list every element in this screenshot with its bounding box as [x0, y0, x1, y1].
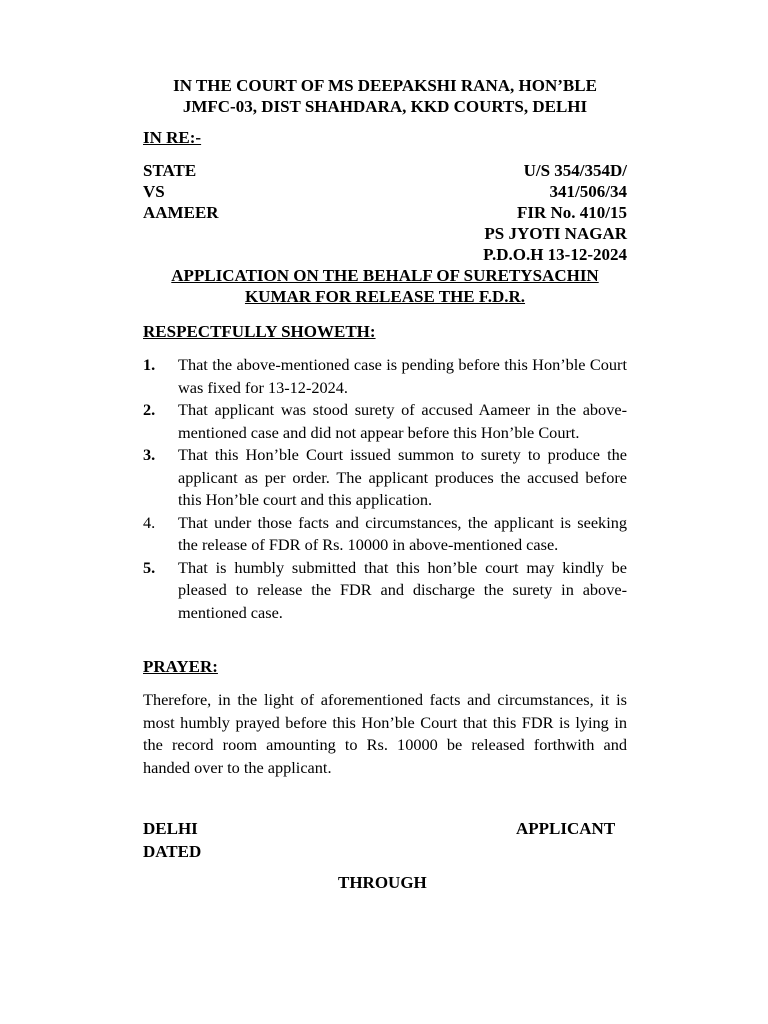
- signature-applicant: APPLICANT: [516, 819, 616, 838]
- parties-block: [143, 160, 219, 223]
- case-sections-line2: 341/506/34: [549, 182, 627, 201]
- point-text: That applicant was stood surety of accused Aameer in the above-mentioned case and did not appear before this Hon’ble Court.: [178, 400, 627, 442]
- point-number: 2.: [143, 400, 156, 419]
- party-accused: AAMEER: [143, 203, 219, 222]
- case-police-station: PS JYOTI NAGAR: [484, 224, 627, 243]
- point-text: That is humbly submitted that this hon’ble court may kindly be pleased to release the FDR and discharge the surety in above-mentioned case.: [178, 557, 627, 622]
- prayer-heading: PRAYER:: [143, 657, 218, 676]
- case-sections-line1: U/S 354/354D/: [523, 161, 627, 180]
- court-heading: [143, 75, 627, 117]
- party-versus: VS: [143, 182, 165, 201]
- prayer-text: Therefore, in the light of aforementioned facts and circumstances, it is most humbly prayed before this Hon’ble Court that this FDR is lying in the record room amounting to Rs. 10000 be released forthwith and handed over to the applicant.: [143, 690, 627, 777]
- respectfully-showeth-heading: RESPECTFULLY SHOWETH:: [143, 322, 376, 341]
- point-text: That this Hon’ble Court issued summon to surety to produce the applicant as per order. The applicant produces the accused before this Hon’ble court and this application.: [178, 445, 627, 509]
- list-item: [143, 354, 627, 399]
- point-text: That the above-mentioned case is pending before this Hon’ble Court was fixed for 13-12-2024.: [178, 355, 627, 397]
- case-details-block: [483, 160, 627, 265]
- court-heading-line1: IN THE COURT OF MS DEEPAKSHI RANA, HON’BLE: [173, 76, 597, 95]
- point-number: 4.: [143, 512, 156, 532]
- signature-through: THROUGH: [338, 873, 427, 892]
- case-fir-number: FIR No. 410/15: [516, 203, 627, 222]
- point-number: 1.: [143, 355, 156, 374]
- application-subject: [143, 265, 627, 307]
- point-number: 5.: [143, 557, 156, 577]
- list-item: [143, 444, 627, 512]
- application-subject-line2: KUMAR FOR RELEASE THE F.D.R.: [244, 287, 526, 306]
- in-re-label: IN RE:-: [143, 128, 202, 147]
- signature-place: DELHI: [143, 819, 198, 838]
- application-subject-line1: APPLICATION ON THE BEHALF OF SURETYSACHIN: [171, 266, 599, 285]
- points-list: [143, 354, 627, 624]
- list-item: [143, 557, 627, 625]
- signature-place-date: [143, 817, 201, 863]
- party-state: STATE: [143, 161, 197, 180]
- point-text: That under those facts and circumstances, the applicant is seeking the release of FDR of Rs. 10000 in above-mentioned case.: [178, 512, 627, 554]
- signature-dated: DATED: [143, 842, 202, 861]
- court-heading-line2: JMFC-03, DIST SHAHDARA, KKD COURTS, DELHI: [182, 97, 588, 116]
- point-number: 3.: [143, 445, 156, 464]
- list-item: [143, 399, 627, 444]
- case-pdoh: P.D.O.H 13-12-2024: [483, 245, 627, 264]
- list-item: [143, 512, 627, 557]
